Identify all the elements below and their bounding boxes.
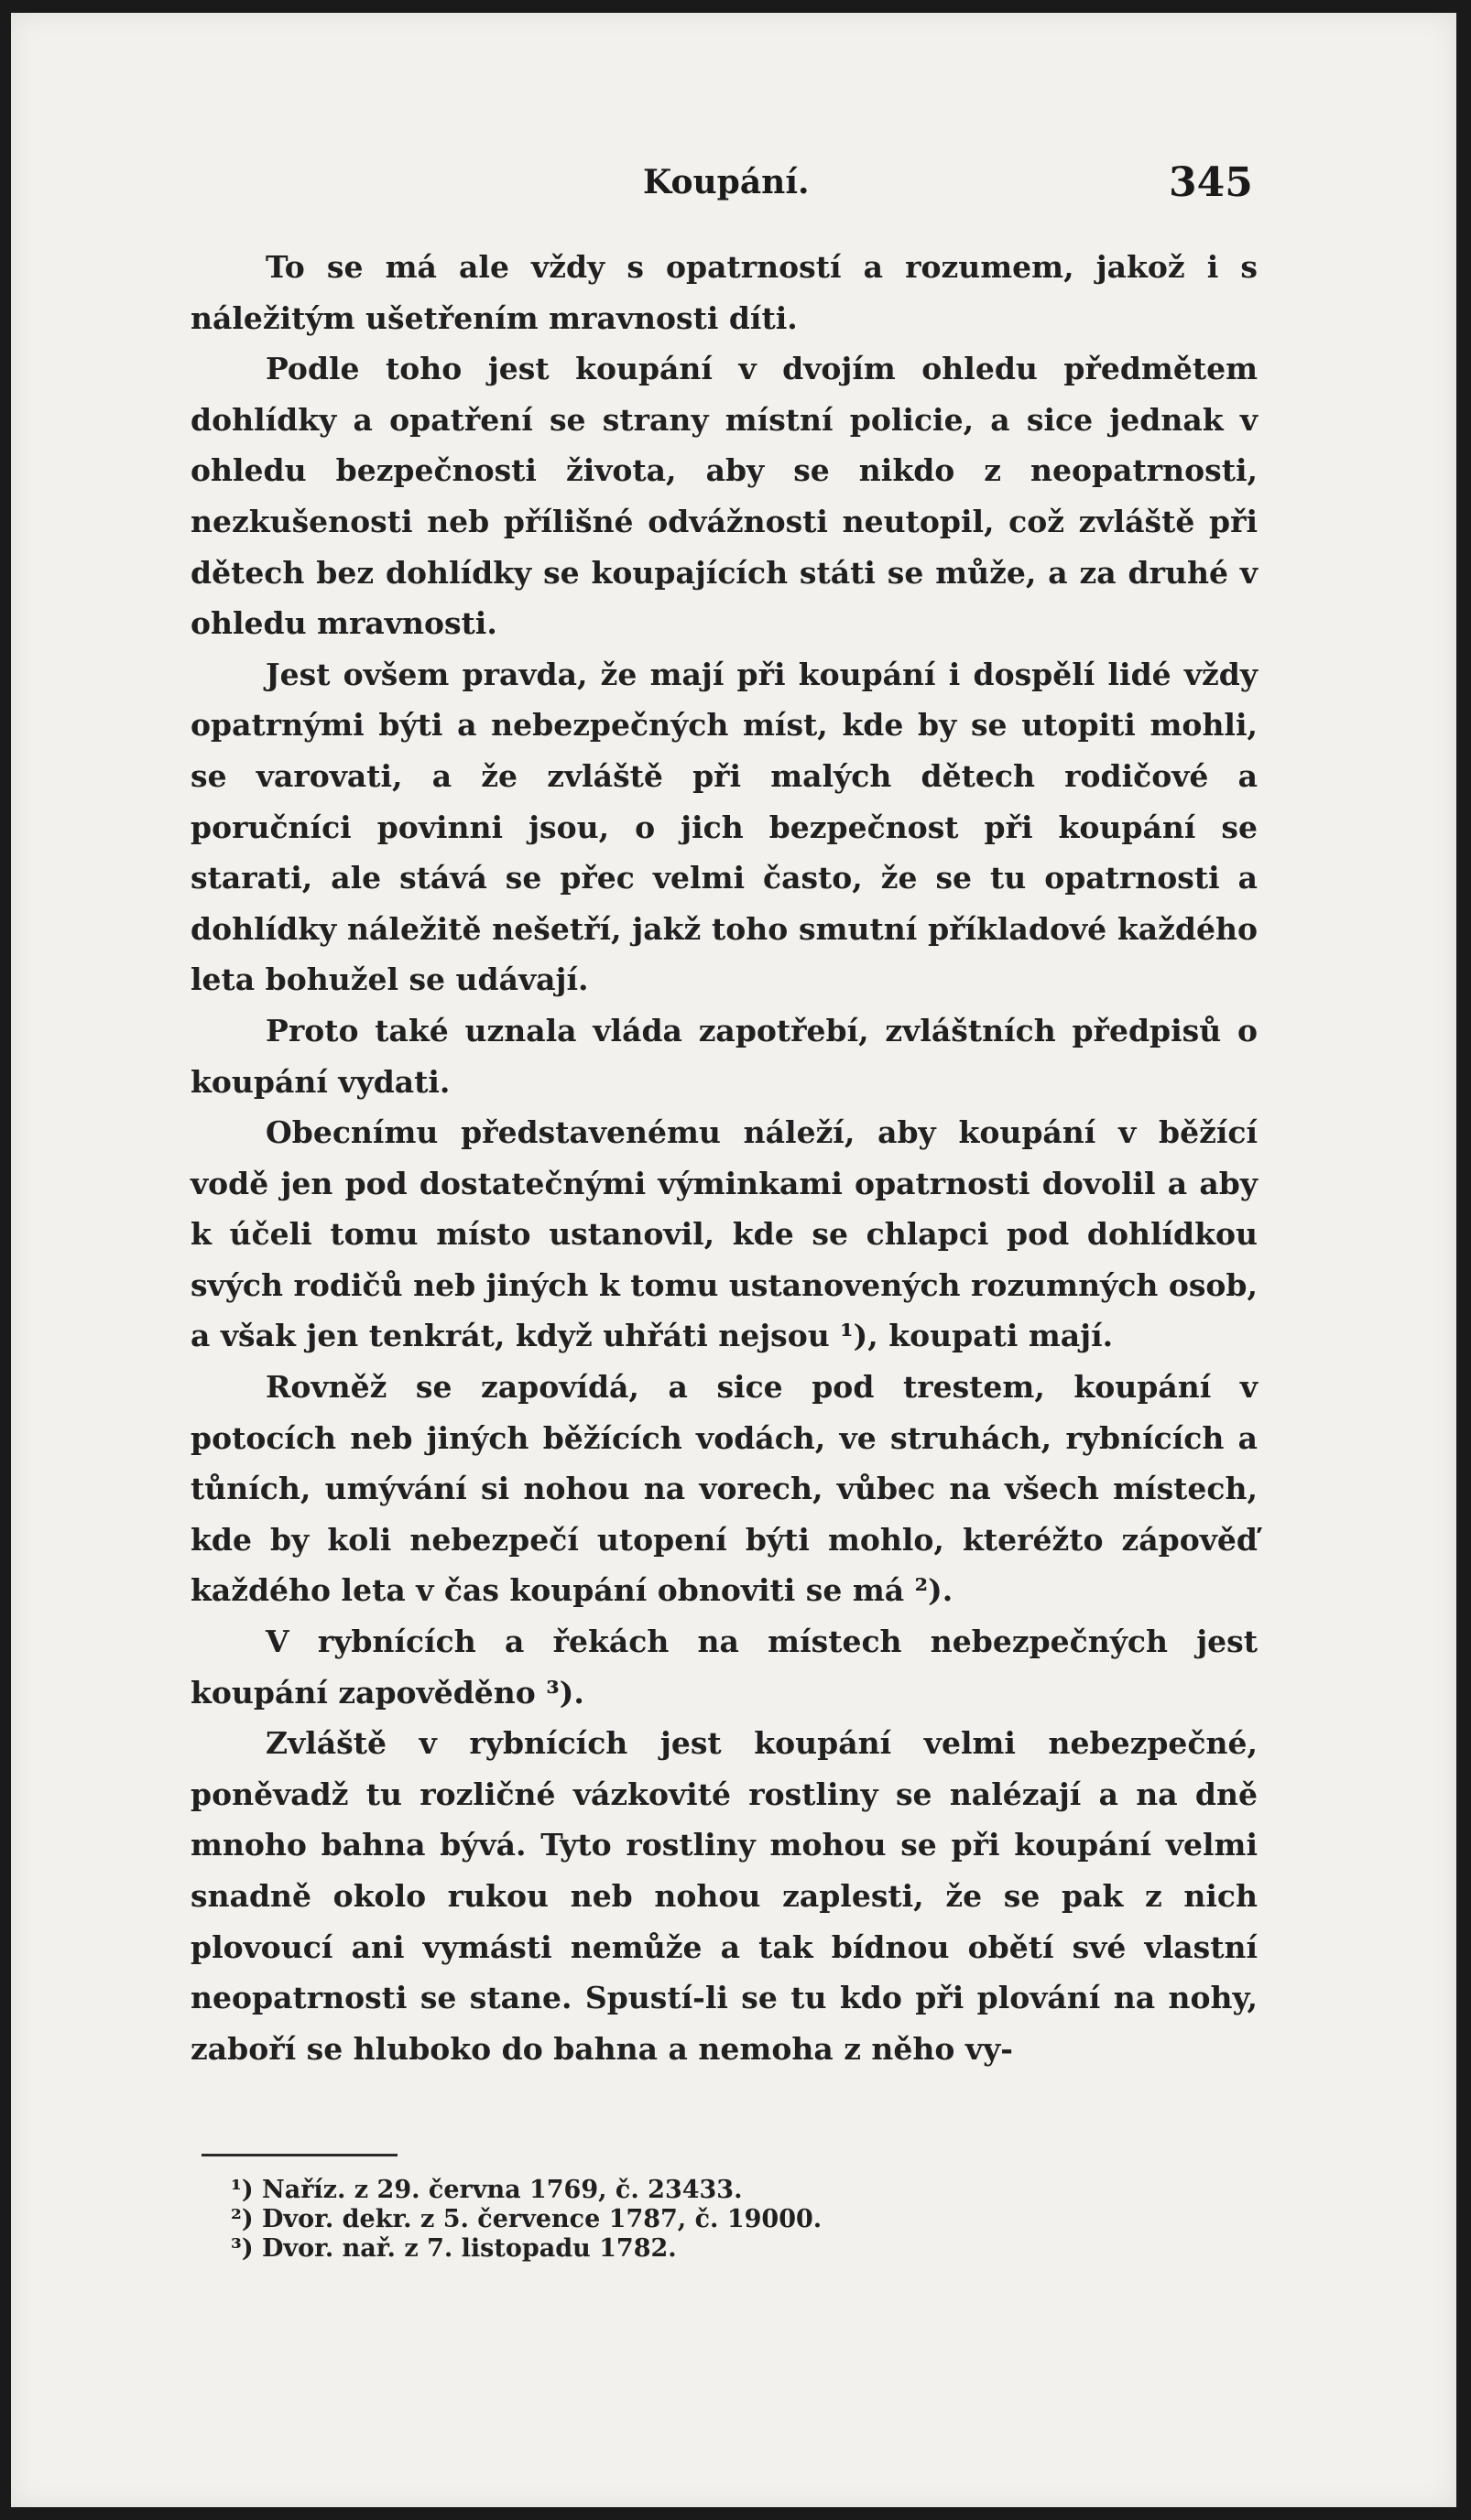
book-page: [11, 13, 1456, 2507]
footnote: [231, 2176, 1055, 2205]
paragraph: To se má ale vždy s opatrností a rozumem, jakož i s náležitým ušetřením mravnosti díti.: [191, 249, 1258, 336]
running-title: Koupání.: [643, 163, 810, 201]
footnote-mark: ¹): [231, 2176, 254, 2204]
footnote-text: Naříz. z 29. června 1769, č. 23433.: [262, 2176, 743, 2204]
footnote-divider: [202, 2154, 398, 2156]
footnote-text: Dvor. dekr. z 5. července 1787, č. 19000.: [262, 2205, 823, 2233]
paragraph: Rovněž se zapovídá, a sice pod trestem, koupání v potocích neb jiných běžících vodách, ve struhách, rybnících a tůních, umývání si nohou na vorech, vůbec na všech místech, kde by koli nebezpečí utopení býti mohlo, kteréžto zápověď každého leta v čas koupání obnoviti se má ²).: [191, 1369, 1258, 1609]
paragraph: Podle toho jest koupání v dvojím ohledu předmětem dohlídky a opatření se strany místní policie, a sice jednak v ohledu bezpečnosti života, aby se nikdo z neopatrnosti, nezkušenosti neb přílišné odvážnosti neutopil, což zvláště při dětech bez dohlídky se koupajících státi se může, a za druhé v ohledu mravnosti.: [191, 351, 1258, 642]
paragraph: Jest ovšem pravda, že mají při koupání i dospělí lidé vždy opatrnými býti a nebezpečných míst, kde by se utopiti mohli, se varovati, a že zvláště při malých dětech rodičové a poručníci povinni jsou, o jich bezpečnost při koupání se starati, ale stává se přec velmi často, že se tu opatrnosti a dohlídky náležitě nešetří, jakž toho smutní příkladové každého leta bohužel se udávají.: [191, 656, 1258, 998]
page-header: [11, 159, 1456, 218]
footnote-mark: ³): [231, 2234, 254, 2263]
paragraph: Zvláště v rybnících jest koupání velmi nebezpečné, poněvadž tu rozličné vázkovité rostliny se nalézají a na dně mnoho bahna bývá. Tyto rostliny mohou se při koupání velmi snadně okolo rukou neb nohou zaplesti, že se pak z nich plovoucí ani vymásti nemůže a tak bídnou obětí své vlastní neopatrnosti se stane. Spustí-li se tu kdo při plování na nohy, zaboří se hluboko do bahna a nemoha z něho vy-: [191, 1725, 1258, 2067]
page-number: 345: [1169, 159, 1253, 206]
footnote-text: Dvor. nař. z 7. listopadu 1782.: [262, 2234, 677, 2263]
body-text: [191, 242, 1258, 2074]
footnote-mark: ²): [231, 2205, 254, 2233]
paragraph: Obecnímu představenému náleží, aby koupání v běžící vodě jen pod dostatečnými výminkami opatrnosti dovolil a aby k účeli tomu místo ustanovil, kde se chlapci pod dohlídkou svých rodičů neb jiných k tomu ustanovených rozumných osob, a však jen tenkrát, když uhřáti nejsou ¹), koupati mají.: [191, 1114, 1258, 1354]
footnote: [231, 2234, 1055, 2264]
footnotes: [231, 2176, 1055, 2264]
footnote: [231, 2205, 1055, 2234]
paragraph: Proto také uznala vláda zapotřebí, zvláštních předpisů o koupání vydati.: [191, 1012, 1258, 1100]
paragraph: V rybnících a řekách na místech nebezpečných jest koupání zapověděno ³).: [191, 1624, 1258, 1711]
